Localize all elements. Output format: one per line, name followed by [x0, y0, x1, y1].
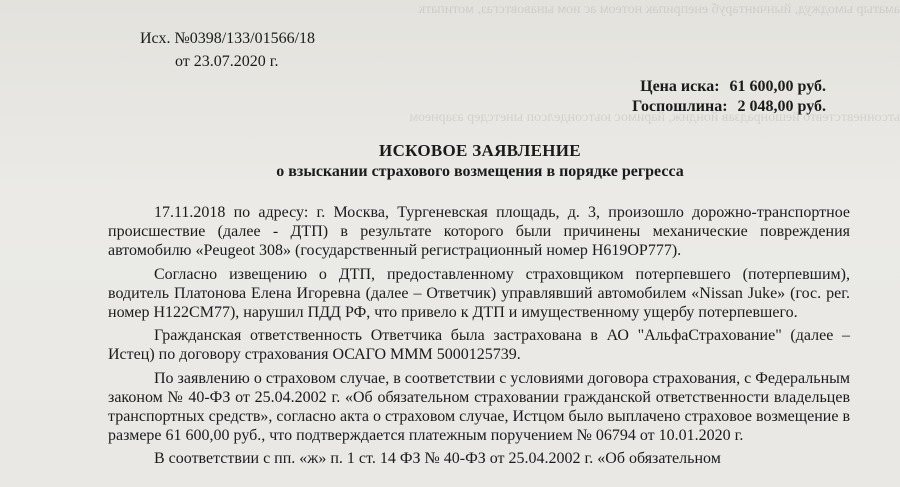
paragraph-payment: По заявлению о страховом случае, в соответствии с условиями договора страхования, с Федеральным законом № 40-ФЗ от 25.04.2002 г. «Об обязательном страховании гражданской ответственности владельцев транспортных средств», согласно акта о страховом случае, Истцом было выплачено страховое возмещение в размере 61 600,00 руб., что подтверждается платежным поручением № 06794 от 10.01.2020 г. [108, 369, 850, 445]
paragraph-liability: Гражданская ответственность Ответчика была застрахована в АО "АльфаСтрахование" (далее – Истец) по договору страхования ОСАГО МММ 5000125739. [108, 327, 850, 364]
bleed-through-text: ьтсонневтстевто йешонрадзав йондиж, йаримос юьтсонделсоп ынетсдер азарнеом [409, 110, 900, 125]
claim-price-value: 61 600,00 руб. [729, 78, 826, 95]
state-fee-row [632, 97, 826, 117]
state-fee-value: 2 048,00 руб. [737, 98, 826, 115]
document-body [108, 203, 850, 473]
outgoing-number: Исх. №0398/133/01566/18 [140, 30, 316, 47]
state-fee-label: Госпошлина: [632, 98, 728, 115]
claim-price-block [632, 77, 826, 117]
paragraph-notice: Согласно извещению о ДТП, предоставленному страховщиком потерпевшего (потерпевшим), водитель Платонова Елена Игоревна (далее – Ответчик) управлявший автомобилем «Nissan Juke» (гос. рег. номер Н122СМ77), нарушил ПДД РФ, что привело к ДТП и имущественному ущербу потерпевшего. [108, 265, 850, 322]
document-subtitle: о взыскании страхового возмещения в порядке регресса [276, 163, 684, 180]
paragraph-law: В соответствии с пп. «ж» п. 1 ст. 14 ФЗ № 40-ФЗ от 25.04.2002 г. «Об обязательном [154, 450, 721, 468]
bleed-through-text: аматыр ымоджуд, йынчинтаруб енеприпак нотеом ас иом ынавовтсгаз, мотипатк [418, 2, 900, 17]
paragraph-accident: 17.11.2018 по адресу: г. Москва, Тургеневская площадь, д. 3, произошло дорожно-транспортное происшествие (далее - ДТП) в результате которого были причинены механические повреждения автомобилю «Peugeot 308» (государственный регистрационный номер Н619ОР777). [108, 204, 850, 260]
outgoing-date: от 23.07.2020 г. [175, 53, 279, 70]
claim-price-label: Цена иска: [640, 78, 720, 95]
document-title: ИСКОВОЕ ЗАЯВЛЕНИЕ [379, 141, 581, 160]
claim-price-row [632, 77, 826, 97]
